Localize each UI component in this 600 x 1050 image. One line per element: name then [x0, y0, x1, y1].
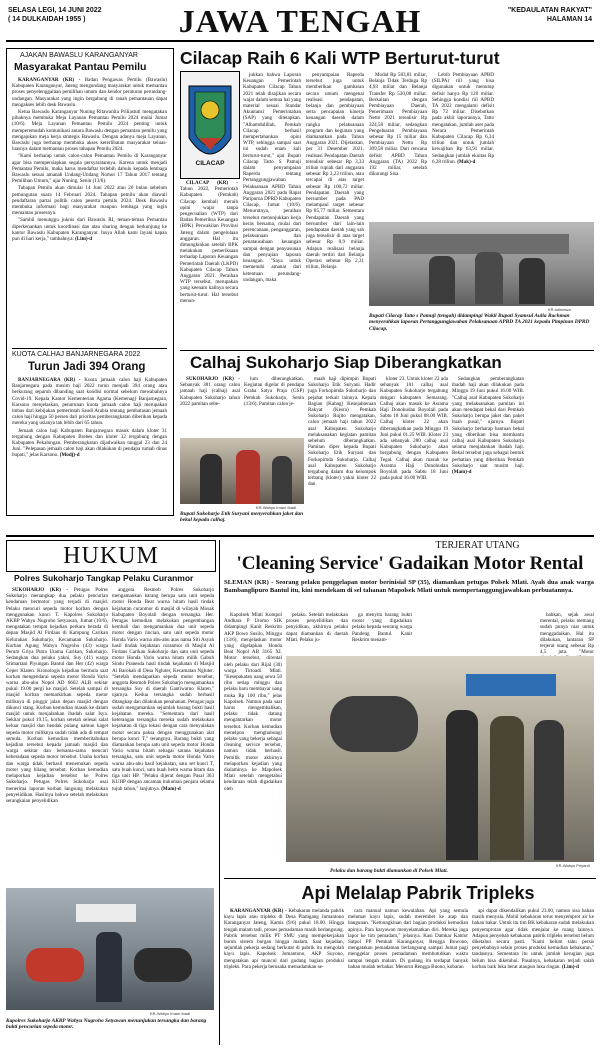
sidebar2-body — [12, 377, 167, 511]
cilacap-photo-caption: Bupati Cilacap Tatto s Pamuji (tengah) didampingi Wakil Bupati Syamsul Aulia Rachman menyerahkan laporan Pertanggungjawaban Pelaksanaan APBD TA 2021 kepada Pimpinan DPRD Cilacap. — [369, 313, 590, 332]
header-page-number: HALAMAN 14 — [546, 16, 592, 23]
cilacap-logo-box — [180, 71, 240, 179]
column-divider — [219, 540, 220, 1045]
cleaning-photo — [286, 656, 594, 862]
photo-motorcycle-shape — [330, 696, 418, 752]
cilacap-column-3 — [306, 72, 364, 346]
photo-person-shape — [475, 252, 503, 304]
sidebar2-paragraph: Jemaah calon haji Kabupaten Banjarnegara masuk dalam kloter 31 tergabung dengan Kabupaten Brebes dan kloter 32 tergabung dengan Kabupaten Pekalongan. Pemberangkatan dijadwalkan tanggal 23 dan 24 Juni. "Pelepasan jemaah calon haji akan dilakukan di pendapa rumah dinas bupati," jelas Karsono. — [12, 427, 167, 459]
cilacap-dateline: CILACAP (KR) - — [186, 180, 238, 186]
cleaning-lead-text: Seorang pelaku penggelapan motor berinisial SP (35), diamankan petugas Polsek Mlati. Ayah dua anak warga Bambanglipuro Bantul itu, kini mendekam di sel tahanan Mapolsek Mlati untuk mempertanggungjawabkan perbuatannya. — [224, 579, 594, 595]
calhaj-column-3 — [308, 376, 376, 532]
sidebar2-paragraph: Kuota jamaah calon haji Kabupaten Banjarnegara pada musim haji 2022 turun menjadi 394 orang atau berkurang separuh dibanding saat kondisi normal sebelum mewabahnya Covid-19. Kepala Kantor Kementerian Agama (Kemenag) Banjarnegara, Karsono menjelaskan, penurunan kuota jamaah calon haji merupakan imbas dari kebijakan pemerintah Saudi Arabia tentang pembatasan jemaah calon haji hingga 50 persen dari prioritas pemberangkatan diberikan kepada mereka yang usianya tak lebih dari 65 tahun. — [12, 377, 167, 427]
photo-person-shape — [519, 258, 545, 304]
hukum-signature: (Mam)-d — [161, 785, 181, 792]
header-hijri-date: ( 14 DULKAIDAH 1955 ) — [8, 16, 86, 23]
calhaj-text: lum diberangkatkan. Kegiatan digelar di pendapa Graha Satya Praja (GSP) Pemkab Sukoharjo, Senin (13/6). Pamitan calon je- — [244, 376, 304, 407]
cilacap-column-2 — [243, 72, 301, 346]
cilacap-column-5 — [432, 72, 494, 218]
story-divider — [180, 350, 594, 351]
sidebar1-body — [12, 77, 167, 345]
cleaning-text: bahkan, sejak awal merental, pelaku memang sudah punya niat untuk menggadaikan. Hal itu dilakukan, lantaran SP terjerat utang sebesar Rp 4,5 juta. "Motor — [540, 612, 594, 656]
photo-person-shape — [200, 454, 222, 504]
calhaj-text: Sedangkan pemberangkatan ibadah haji akan dilakukan pada Minggu 19 Juni pukul 16.00 WIB. "Calhaj asal Kabupaten Sukoharjo yang melaksanakan pamitan ini akan mendapat bekal dari Pemkab Sukoharjo berupa jaket dan paket buah pusal," ujarnya. Bupati Sukoharjo berharap bantuan bekal yang diberikan bisa membantu calhaj asal Kabupaten Sukoharjo selama menjalankan ibadah haji. Bekal tersebut juga sebagai bentuk perhatian yang diberikan Pemkab Sukoharjo saat musim haji. — [452, 376, 524, 469]
cilacap-column-4 — [369, 72, 427, 218]
photo-person-shape — [534, 720, 564, 860]
header-paper-name: "KEDAULATAN RAKYAT" — [507, 7, 592, 14]
cleaning-column-2 — [286, 612, 348, 652]
photo-person-shape — [272, 456, 292, 504]
sidebar2-dateline: BANJARNEGARA (KR) - — [18, 377, 81, 383]
tripleks-headline: Api Melalap Pabrik Tripleks — [301, 883, 535, 903]
cleaning-kicker: TERJERAT UTANG — [435, 540, 520, 551]
hukum-photo-caption: Kapolres Sukoharjo AKBP Wahyu Nugroho Setyawan menunjukan tersangka dan barang bukti pencurian sepeda motor. — [6, 1018, 207, 1031]
cilacap-text: jukkan bahwa Laporan Keuangan Pemerintah Kabupaten Cilacap Tahun 2021 telah disajikan secara wajar dalam semua hal yang material sesuai Standar Akuntansi Pemerintahan (SAP) yang ditetapkan. "Alhamdulillah, Pemkab Cilacap berhasil mempertahankan opini WTP, sehingga sampai saat ini sudah enam kali berturut-turut," ujar Bupati Cilacap Tatto S Pamuji dalam penyampaian Raperda tentang Pertanggungjawaban Pelaksanaan APBD Tahun Anggaran 2021 pada Rapat Paripurna DPRD Kabupaten Cilacap, Jumat (10/6). Menurutnya, peraihan tersebut menunjukkan kerja keras bersama, mulai dari perencanaan, penganggaran, pelaksanaan dan penatausahaan keuangan sampai dengan penyusunan dan penyajian laporan keuangan. "Saya untuk memenuhi amanat dari ketentuan perundang-undangan, maka — [243, 72, 302, 283]
tripleks-dateline: KARANGANYAR (KR) - — [230, 908, 287, 914]
calhaj-photo — [180, 438, 304, 504]
cilacap-photo-credit: KR-Istimewa — [548, 307, 571, 312]
photo-person-shape — [429, 256, 455, 304]
tripleks-text: cara manual namun kewalahan. Api yang semula melumat kayu lapis, sudah merembet ke atap dan bangunan. "Kemungkinan dari bagian produksi kemudian apinya. Para karyawan menyelamatkan diri. Mereka juga lapor ke tim pemadam," jelasnya. Kasi Damkar Kantor Satpol PP Pemkab Karanganyar, Rengga Bowono, mengatakan pemadaman berlangsung sampai Jumat pagi menggelar proses pemadaman membutuhkan waktu sampai tengah malam. Di gudang itu terdapat banyak bahan mudah terbakar. Menurut Rengga Buono, kobaran — [348, 908, 468, 970]
sidebar1-paragraph: Tahapan Pemilu akan dimulai 14 Juni 2022 atau 20 bulan sebelum pemungutan suara 14 Februari 2024. Tahapan pemilu akan diawali pendaftaran partai politik calon peserta pemilu 2024. Desk Bawaslu membuka informasi bagi masyarakat maupun lembaga yang ingin memantau prosesnya. — [12, 185, 167, 217]
cleaning-text: ga menyita barang bukti motor yang digadaikan pelaku kepada seorang warga Pandeng Bantul. Kanit Reskrim menam- — [352, 612, 413, 643]
cleaning-column-4 — [540, 612, 594, 662]
hukum-text: Petugas Polres Sukoharjo menangkap dua pelaku pencurian kendaraan bermotor yang terjadi di masjid. Pelaku mencuri sepeda motor korban dengan menggunakan kunci T. Kapolres Sukoharjo AKBP Wahyu Nugroho Setyawan, Jumat (10/6), mengatakan tempat kejadian perkara berada di depan Masjid Al Firdaus di Kampung Carikan Kelurahan Sukoharjo, Kecamatan Sukoharjo. Korban Agung Wahyu Nugroho (43) warga Perum Griya Putra Utama Carikan, Sukoharjo. Sedangkan dua pelaku yakni, Suy (41) warga Srimartani Piyungan Bantul dan Her (42) warga Ceper Klaten. Kronologis kejadian bermula saat korban mengendarai sepeda motor Honda Vario warna abu-abu Nopol AD 6602 ALB sekitar pukul 19.00 pergi ke masjid. Setelah sampai di masjid korban memarkirkan sepeda motor miliknya di pinggir jalan depan masjid dengan dikunci stang. Korban kemudian masuk ke dalam masjid untuk menjalankan ibadah salat Isya. Sekitar pukul 19.15, korban setelah selesai salat keluar masjid dan hendak pulang namun kaget sepeda motor miliknya sudah tidak ada di tempat semula. Korban kemudian memberitahukan kejadian tersebut kepada jamaah masjid dan warga sekitar dan bersama-sama mencari keberadaan sepeda motor tersebut. Usaha korban dan warga tidak berhasil menemukan sepeda motor yang hilang tersebut. Korban kemudian melaporkan kejadian tersebut ke Polres Sukoharjo. Petugas Polres Sukoharjo usai menerima laporan korban langsung melakukan penyelidikan. Hasilnya bahwa setelah melakukan serangkaian penyelidikan — [6, 587, 108, 804]
cleaning-text: pelaku. Setelah melakukan proses penyelidikan dan penyidikan, akhirnya pelaku dapat diamankan di daerah Mlati. Pelaku ju- — [286, 612, 348, 643]
photo-motorcycle-shape — [134, 948, 192, 982]
cilacap-text: Tahun 2022, Pemerintah Kabupaten (Pemkab) Cilacap kembali meraih opini wajar tanpa pengecualian (WTP) dari Badan Pemeriksa Keuangan (BPK) Perwakilan Provinsi Jateng dalam pengelolaan anggaran. Hal itu dimungkinkan setelah BPK melakukan pemeriksaan terhadap Laporan Keuangan Pemerintah Daerah (LKPD) Kabupaten Cilacap Tahun Anggaran 2021. Peraihan WTP tersebut, merupakan yang keenam kalinya secara berturut-turut. Hal tersebut menun- — [180, 186, 238, 304]
calhaj-column-1 — [180, 376, 240, 436]
cleaning-headline: 'Cleaning Service' Gadaikan Motor Rental — [236, 553, 584, 574]
hukum-column-2 — [112, 587, 214, 885]
sidebar2-headline: Turun Jadi 394 Orang — [28, 361, 146, 373]
calhaj-signature: (Mam)-d — [452, 469, 472, 476]
sidebar2-signature: (Modj)-d — [59, 452, 80, 459]
calhaj-text: maah haji dipimpin Bupati Sukoharjo Etik Suryani. Hadir juga Forkopimda Sukoharjo dan pejabat terkait lainnya. Kepala Bagian (Kabag) Kesejahteraan Rakyat (Kesra) Pemkab Sukoharjo Rujito mengatakan, calon jemaah haji tahun 2022 asal Kabupaten Sukoharjo melaksanakan kegiatan pamitan sebelum diberangkatkan. Pamitan diper kepada Bupati Sukoharjo Etik Suryani dan Forkopimda Sukoharjo. Calhaj asal Kabupaten Sukoharjo tergabung dalam dua kelompok terbang (kloter) yakni kloter 22 dan — [308, 376, 376, 488]
hukum-banner-box — [6, 540, 216, 572]
cilacap-text: Lebih Pembiayaan APBD (SILPA) riil yang bisa digunakan untuk menutup defisit hanya Rp 120 miliar. Sehingga kondisi riil APBD TA 2022 mengalami defisit Rp 72 miliar. Disebutkan pada akhir laporannya, Tatto mengatakan, jumlah aset pada Neraca Pemerintah Kabupaten Cilacap Rp 6,34 triliun dan untuk jumlah kewajiban Rp 63,91 miliar. Sedangkan jumlah ekuitas Rp 6,28 triliun. — [432, 72, 494, 165]
cilacap-column-1 — [180, 180, 238, 346]
photo-person-shape — [490, 716, 524, 860]
cilacap-photo — [369, 222, 594, 306]
tripleks-column-1 — [224, 908, 344, 1046]
cleaning-text: Kapolsek Mlati Kompol Andhara P Utomo SIK didampingi Kanit Reskrim AKP Bowo Susilo, Minggu (13/6), menjelaskan motor yang digelapkan Honda Beat Nopol AB 3165 XI. Motor tersebut, dirental oleh pelaku dari Rijal (30) warga Tirtoadi Mlati. "Kesepakatan uang sewa 50 ribu setiap minggu dan pelaku baru membayar uang muka Rp 100 ribu," jelas Kapolsek. Namun pada saat harus mengembalikan, pelaku tidak datang mengantarkan motor tersebut. Korban kemudian menelpon menghubungi pelaku yang bekerja sebagai cleaning service tersebut, namun tidak berhasil. Pemilik motor akhirnya melaporkan kejadian yang dialaminya ke Mapolsek Mlati setelah mengetahui kendaraan telah digadaikan oleh — [224, 612, 282, 792]
hukum-dateline: SUKOHARJO (KR) - — [12, 587, 69, 593]
hukum-photo — [6, 888, 214, 1010]
calhaj-headline: Calhaj Sukoharjo Siap Diberangkatkan — [190, 353, 502, 372]
cleaning-photo-caption: Pelaku dan barang bukti diamankan di Polsek Mlati. — [330, 868, 449, 874]
sidebar1-paragraph: "Kami berharap untuk calon-calon Pemantau Pemilu di Karanganyar agar bisa mempersiapkan segala persyaratannya. Karena untuk menjadi Pemantau Pemilu, maka harus mendaftar terlebih dahulu kepada lembaga Bawaslu sesuai amanah Undang-Undang Nomor 17 Tahun 2017 tentang Pemilihan Umum," ujar Nuning, Senin (13/6). — [12, 153, 167, 185]
sidebar1-paragraph: "Sambil menunggu juknis dari Bawaslu RI, teman-teman Pemantau diperkenankan untuk koordinasi dan atau sharing dengan berkunjung ke kantor Bawaslu Kabupaten Karanganyar. Insya Allah kami layani kapan pun di hari kerja," tambahnya. — [12, 217, 167, 243]
hukum-headline: Polres Sukoharjo Tangkap Pelaku Curanmor — [14, 573, 194, 583]
cleaning-column-3 — [352, 612, 412, 652]
sidebar1-headline: Masyarakat Pantau Pemilu — [14, 61, 147, 73]
sidebar2-kicker: KUOTA CALHAJ BANJARNEGARA 2022 — [12, 351, 141, 358]
calhaj-text: Sebanyak 381 orang calon jamaah haji (calhaj) asal Kabupaten Sukoharjo tahun 2022 pamitan sebe- — [180, 382, 240, 407]
tripleks-column-3 — [472, 908, 594, 1046]
section-title: JAWA TENGAH — [178, 3, 422, 39]
cleaning-lead — [224, 579, 594, 595]
cleaning-column-1 — [224, 612, 282, 862]
calhaj-dateline: SUKOHARJO (KR) - — [186, 376, 240, 382]
cilacap-headline: Cilacap Raih 6 Kali WTP Berturut-turut — [180, 48, 500, 68]
hukum-column-1 — [6, 587, 108, 885]
photo-person-shape — [96, 932, 122, 1002]
cleaning-photo-credit: KR-Wahyu Priyanti — [556, 863, 590, 868]
photo-banner-shape — [393, 234, 569, 254]
calhaj-column-4 — [380, 376, 448, 532]
photo-motorcycle-shape — [26, 948, 84, 982]
header-date: SELASA LEGI, 14 JUNI 2022 — [8, 7, 102, 14]
section-rule — [6, 535, 594, 537]
calhaj-photo-caption: Bupati Sukoharjo Etik Suryani menyerahkan jaket dan bekal kepada calhaj. — [180, 511, 304, 524]
sidebar1-paragraph: Badan Pengawas Pemilu (Bawaslu) Kabupaten Karanganyar, Jateng mengundang masyarakat untuk memantau proses penyelenggaraan pemilihan umum dan kendor peraturan perundang-undangan. Masyarakat yang ingin bergabung di ranah pemantauan dapat mengakses lebih desk Bawaslu. — [12, 77, 168, 108]
header-paper-block — [508, 6, 592, 24]
tripleks-text: Kebakaran melanda pabrik kayu lapis atau tripleks di Desa Plamgang Jumantono Karanganyar Jateng, Kamis (9/6) pukul 18.00. Hingga tengah malam tadi, proses pemadaman masih berlangsung. Pabrik tersebut milik PT SMU yang mempekerjakan buruh sistem borgan hingga malam. Saat kejadian, sejumlah pekerja sedang berkutat di pabrik itu mengolah kayu lapis. Kapolsek Jumantono, AKP Suyono, mengatakan api muncul dari gudang bagian produksi tripleks. Para pekerja berusaha memadamkan se- — [224, 908, 345, 970]
photo-person-shape — [236, 450, 260, 504]
photo-sign-shape — [76, 904, 136, 922]
photo-sign-shape — [466, 674, 556, 696]
header-rule — [6, 40, 594, 42]
tripleks-text: api dapat dikendalikan pukul 23.00, namun sisa bahan masih menyala. Mobil kebakaran terus menyemprot air ke bahan bakar. Untuk itu tim BK kebakaran sudah melakukan penyemprotan agar tidak menjalar ke ruang lainnya. Adapun penyebab kebakaran pabrik tripleks tersebut belum diketahui secara pasti. "Kami belum tahu persis penyebabnya selain proses produksi kemudian kebakaran," tandasnya. Sementara itu untuk jumlah kerugian juga belum bisa diketahui. Pasalnya, kebakaran terjadi salah korban baik luka berat ataupun luka ringan. — [472, 908, 594, 970]
sidebar-divider — [12, 348, 167, 349]
sidebar1-kicker: AJAKAN BAWASLU KARANGANYAR — [20, 52, 138, 59]
photo-person-shape — [446, 710, 478, 860]
story-divider — [224, 878, 596, 879]
calhaj-column-5 — [452, 376, 524, 532]
calhaj-photo-credit: KR-Wahyu Imam Ibadi — [256, 505, 297, 510]
cleaning-dateline: SLEMAN (KR) - — [224, 579, 274, 586]
hukum-photo-credit: KR-Wahyu Imam Ibadi — [150, 1011, 191, 1016]
calhaj-text: kloter 23. Untuk kloter 22 ada sebanyak 101 calhaj asal Kabupaten Sukoharjo tergabung dengan kabupaten Semarang. Calhaj akan masuk ke Asrama Haji Donohudan Boyolali pada Sabtu 18 Juni pukul 08.00 WIB. Calhaj kloter 22 akan diberangkatkan pada Minggu 19 Juni pukul 01.25 WIB. Kloter 23 ada sebanyak 280 calhaj asal Kabupaten Sukoharjo akan bergabung dengan Kabupaten Tegal. Calhaj akan masuk ke Asrama Haji Donohudan Boyolali pada Sabtu 18 Juni pada pukul 16.00 WIB. — [380, 376, 448, 482]
sidebar1-dateline: KARANGANYAR (KR) - — [18, 77, 81, 83]
hukum-text: anggota Resmob Polres Sukoharjo mengamankan barang berupa satu unit sepeda motor Honda Beat warna hitam hasil tindak kejahatan curanmor di masjid di wilayah Mosak Kabupaten Boyolali dengan tersangka Her. Petugas kemudian melakukan pengembangan kembali dan mengamankan dua unit sepeda motor dengan rincian, satu unit sepeda motor Honda Vario warna abu-abu atas nama Siti Asyah hasil tindak kejahatan curanmor di Masjid Al Firdaus Carikan Sukoharjo dan satu unit sepeda motor Honda Vario warna hitam milik Gabuh Sindu Pranesda hasil tindak kejahatan di Masjid Al Barokah di Desa Ngluter, Kecamatan Ngluter. "Setelah mendapatkan sepeda motor tersebut, anggota Resmob Polres Sukoharjo mengamankan tersangka Suy di daerah Gantiwarno Klaten," ujarnya. Kedua tersangka sudah berhasil ditangkap dan dilakukan penahanan. Petugas juga sudah mengamankan sejumlah barang bukti hasil kejahatan mereka. "Sementara dari hasil keterangan tersangka mereka sudah melakukan kejahatan di tiga lokasi dengan cara menyalakan motor secara paksa dengan menggunakan alat berupa kunci T," terangnya. Barang bukti yang diamankan berupa satu unit sepeda motor Honda Vario warna hitam sebagai sarana kejahatan tersangka, satu unit sepeda motor Honda Vario warna abu-abu hasil kejahatan, satu set kunci T, satu buah kunci, satu buah helm warna hitam dan tiga unit HP. "Pelaku dijerat dengan Pasal 363 KUHP dengan ancaman hukuman penjara selama tujuh tahun," lanjutnya. — [112, 587, 214, 792]
cilacap-text: penyampaian Raperda tersebut juga untuk memberikan gambaran secara umum mengenai realisasi pendapatan, belanja dan pembiayaan serta pencapaian kinerja keuangan daerah dalam rangka pelaksanaan program dan kegiatan yang diamanatkan pada Tahun Anggaran 2021. Dijelaskan, per 31 Desember 2021, realisasi Pendapatan Daerah terealisir sebesar Rp 3,33 triliun rupiah dari anggaran sebesar Rp 3,23 triliun, atau tercapai di atas target sebesar Rp 100,72 miliar. Pendapatan Daerah yang bersumber pada PAD melampaui target sebesar Rp 85,77 miliar. Sementara Pendapatan Daerah yang bersumber dari lain-lain pendapatan daerah yang sah juga terealisir di atas target sebesar Rp 0,9 miliar. Adapun realisasi belanja daerah terdiri dari Belanja Operasi sebesar Rp 2,31 triliun, Belanja — [306, 72, 364, 271]
cilacap-signature: (Mak)-d — [457, 158, 476, 165]
sidebar1-signature: (Lim)-d — [75, 236, 93, 243]
calhaj-column-2 — [244, 376, 304, 436]
hukum-banner: HUKUM — [63, 543, 159, 569]
tripleks-signature: (Lim)-d — [561, 963, 579, 970]
tripleks-column-2 — [348, 908, 468, 1046]
cilacap-text: Modal Rp 583,81 miliar, Belanja Tidak Terduga Rp 4,93 miliar dan Belanja Transfer Rp 530,08 miliar. Berkaitan dengan Pembiayaan Daerah, Penerimaan Pembiayaan Netto 2021 terealisir Rp 324,58 miliar, sedangkan Pengeluaran Pembiayaan sebesar Rp 15 miliar dan Pembiayaan Netto Rp 309,58 miliar. Dari rencana defisit APBD Tahun Anggaran (TA) 2022 Rp 192 miliar, setelah dikurangi Sisa — [369, 72, 427, 178]
cilacap-logo-text: CILACAP — [195, 160, 225, 167]
sidebar1-paragraph: Ketua Bawaslu Karanganyar Nuning Ritawanita Priliastuti mengatakan pihaknya membuka Meja Layanan Pemantau Pemilu 2024 mulai Jumat (10/6). Meja Layanan Pemantau Pemilu 2024 penting untuk memperemudah komunikasi antara Bawaslu dengan pemantau pemilu yang mengajukan meja kerja strategis Bawaslu. Dengan adanya meja Layanan, Bawaslu juga berharap membuka akses keterlibatan masyarakat seluas-luasnya dalam memantau proses tahapan Pemilu 2024. — [12, 109, 167, 153]
